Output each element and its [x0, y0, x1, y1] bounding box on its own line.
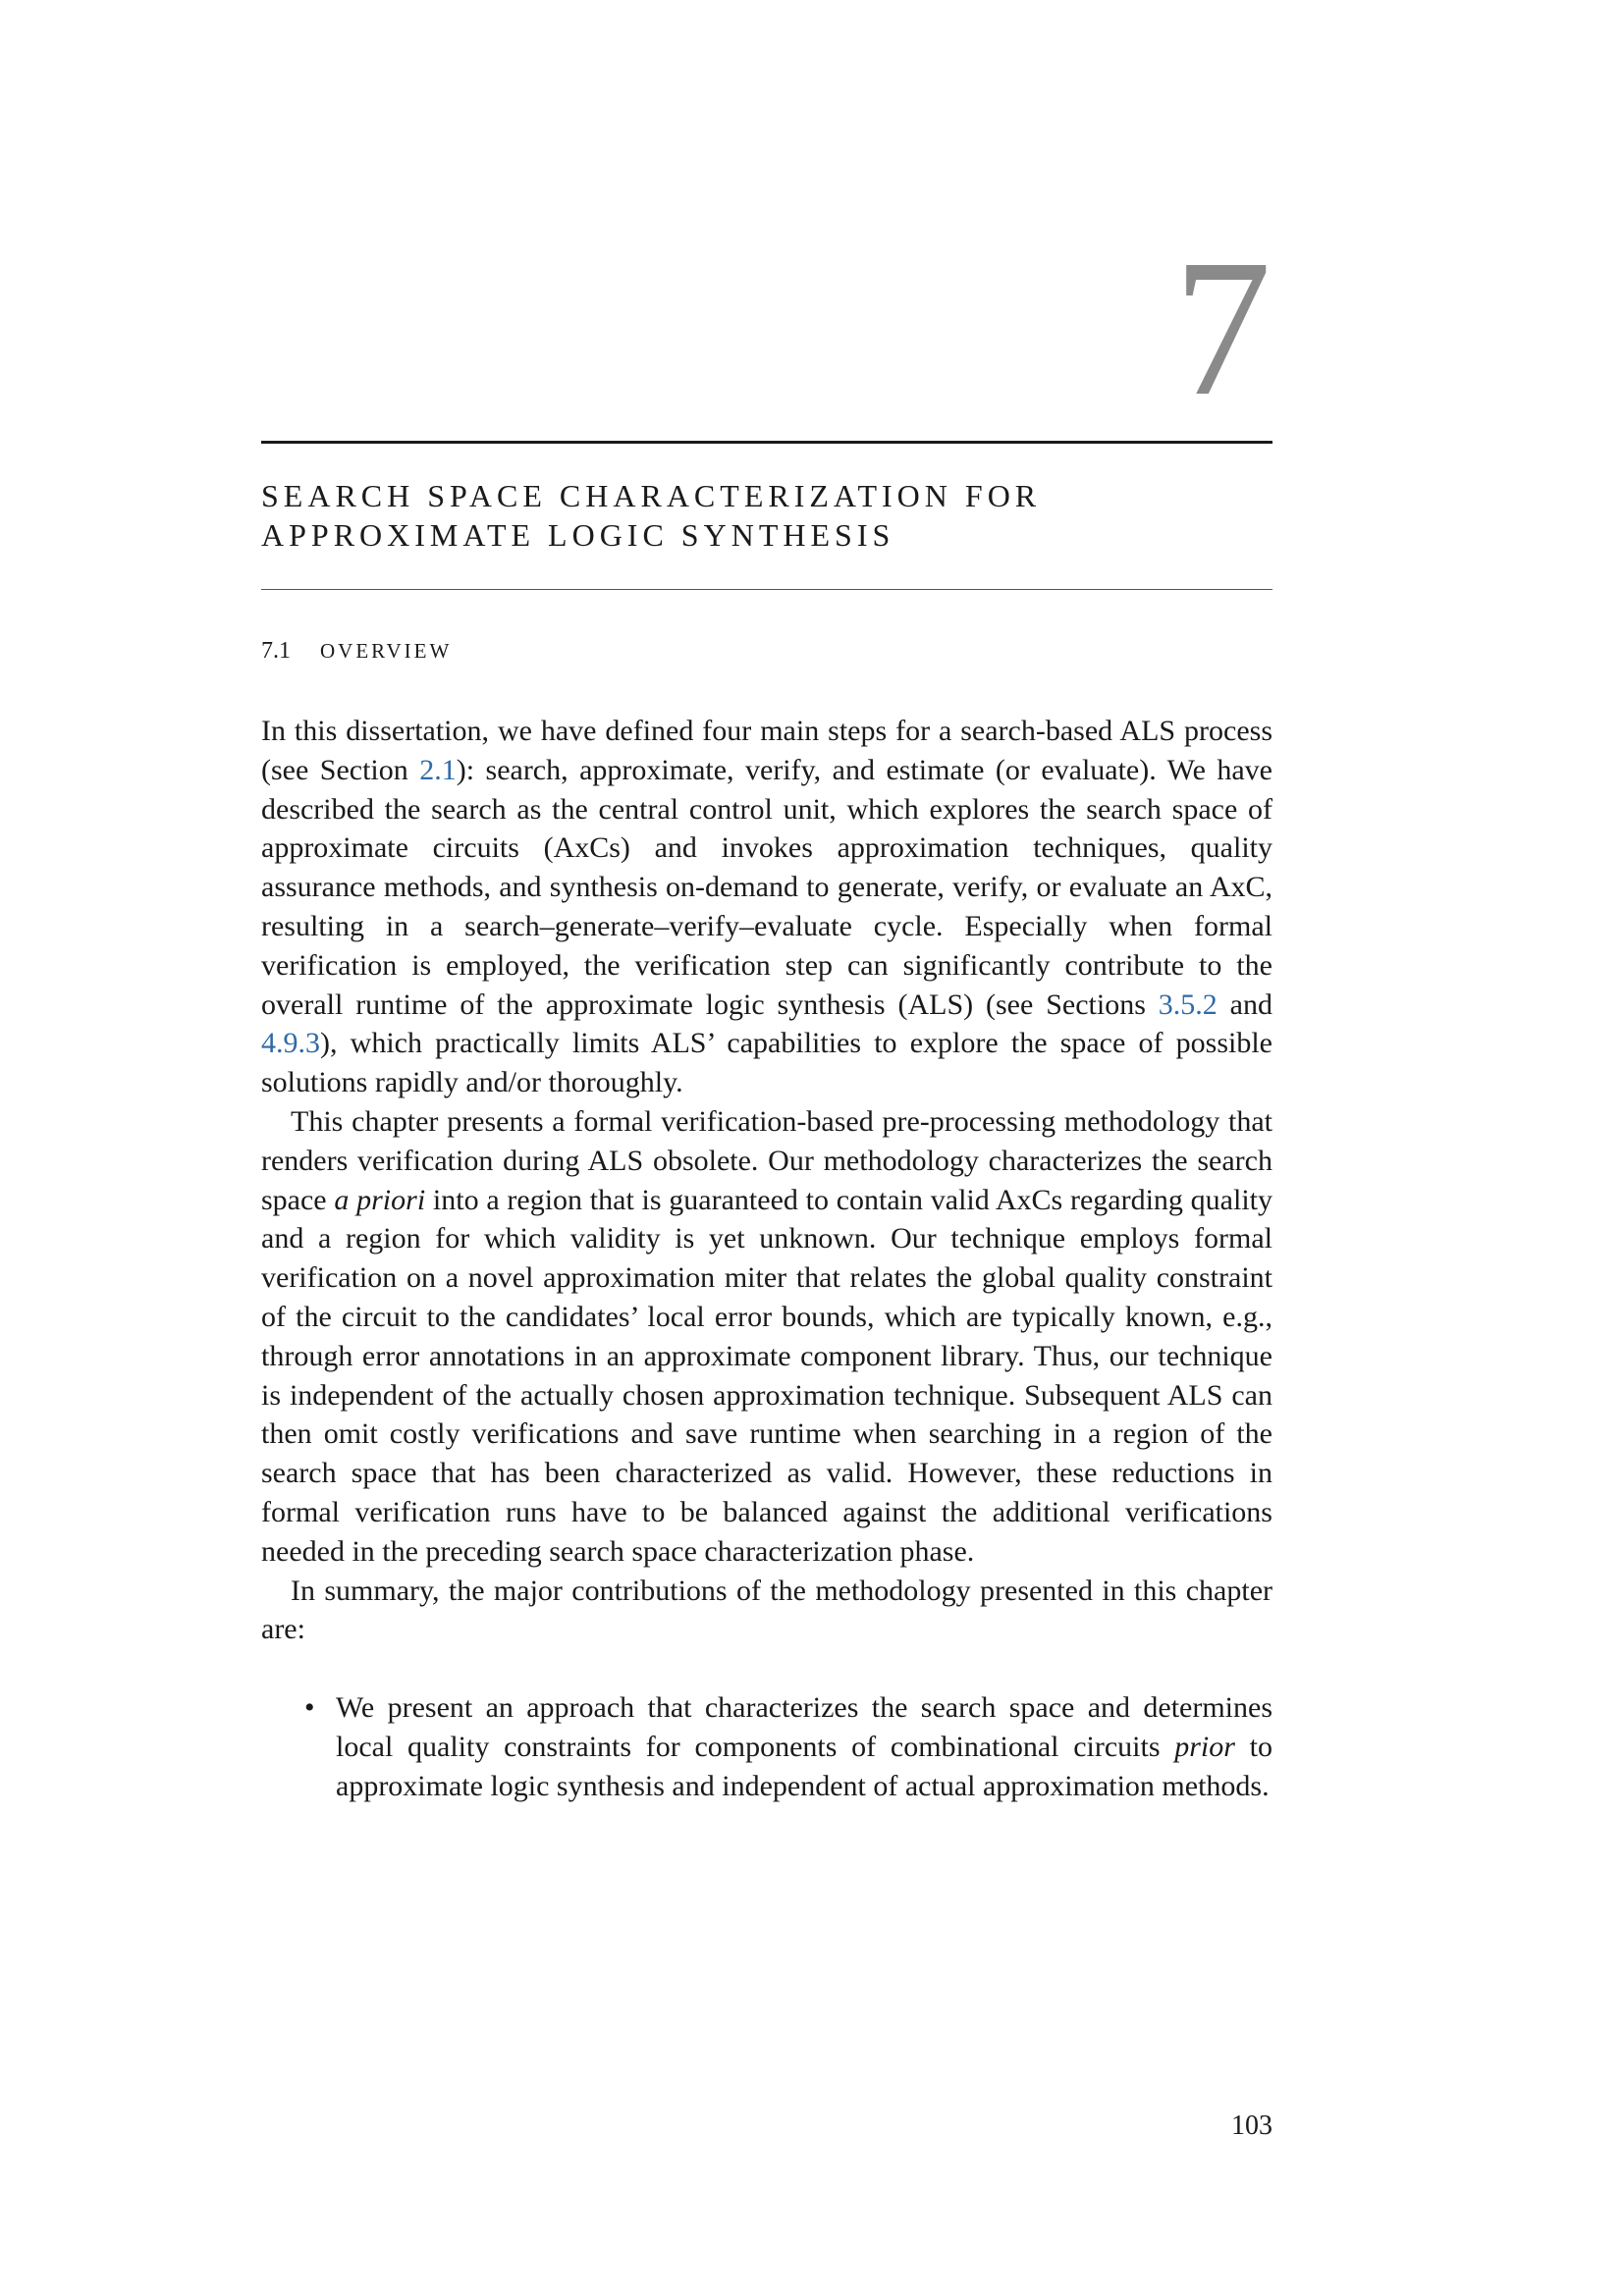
p1-text-a: In this dissertation, we have defined four main steps for a search-based ALS process (see Section: [261, 715, 1272, 786]
p1-text-c: and: [1217, 988, 1272, 1021]
p2-text-a: This chapter presents a formal verification-based pre-processing methodology that renders verification during ALS obsolete. Our methodology characterizes the search space: [261, 1104, 1272, 1216]
section-ref-link[interactable]: 2.1: [419, 753, 457, 786]
section-ref-link[interactable]: 4.9.3: [261, 1027, 320, 1060]
contribution-text-a: We present an approach that characterizes the search space and determines local quality constraints for components of combinational circuits: [336, 1691, 1272, 1763]
section-ref-link[interactable]: 3.5.2: [1158, 988, 1218, 1021]
paragraph-3: In summary, the major contributions of the methodology presented in this chapter are:: [261, 1574, 1272, 1646]
chapter-title: [261, 476, 1272, 555]
bullet-icon: •: [304, 1691, 315, 1725]
section-title: OVERVIEW: [320, 639, 453, 663]
body-text: [261, 712, 1272, 1806]
contributions-list: [261, 1688, 1272, 1805]
chapter-title-line-2: APPROXIMATE LOGIC SYNTHESIS: [261, 517, 895, 553]
section-heading: [261, 638, 452, 665]
paragraph-2: [261, 1102, 1272, 1572]
page-number: 103: [1231, 2110, 1272, 2141]
chapter-rule-top: [261, 441, 1272, 444]
chapter-title-line-1: SEARCH SPACE CHARACTERIZATION FOR: [261, 478, 1042, 513]
chapter-number: 7: [1173, 220, 1272, 437]
list-item: [261, 1688, 1272, 1805]
p1-text-b: ): search, approximate, verify, and estimate (or evaluate). We have described the search as the central control unit, which explores the search space of approximate circuits (AxCs) and invokes approximation techniques, quality assurance methods, and synthesis on-demand to generate, verify, or evaluate an AxC, resulting in a search–generate–verify–evaluate cycle. Especially when formal verification is employed, the verification step can significantly contribute to the overall runtime of the approximate logic synthesis (ALS) (see Sections: [261, 753, 1272, 1021]
contribution-text-b: to approximate logic synthesis and independent of actual approximation methods.: [336, 1730, 1272, 1802]
p1-text-d: ), which practically limits ALS’ capabilities to explore the space of possible solutions rapidly and/or thoroughly.: [261, 1027, 1272, 1099]
section-number: 7.1: [261, 638, 291, 664]
p2-text-b: into a region that is guaranteed to contain valid AxCs regarding quality and a region for which validity is yet unknown. Our technique employs formal verification on a novel approximation miter that relates the global quality constraint of the circuit to the candidates’ local error bounds, which are typically known, e.g., through error annotations in an approximate component library. Thus, our technique is independent of the actually chosen approximation technique. Subsequent ALS can then omit costly verifications and save runtime when searching in a region of the search space that has been characterized as valid. However, these reductions in formal verification runs have to be balanced against the additional verifications needed in the preceding search space characterization phase.: [261, 1183, 1272, 1568]
paragraph-1: [261, 712, 1272, 1102]
p2-emphasis: a priori: [334, 1183, 426, 1216]
contribution-emphasis: prior: [1174, 1730, 1235, 1763]
chapter-rule-bottom: [261, 589, 1272, 590]
